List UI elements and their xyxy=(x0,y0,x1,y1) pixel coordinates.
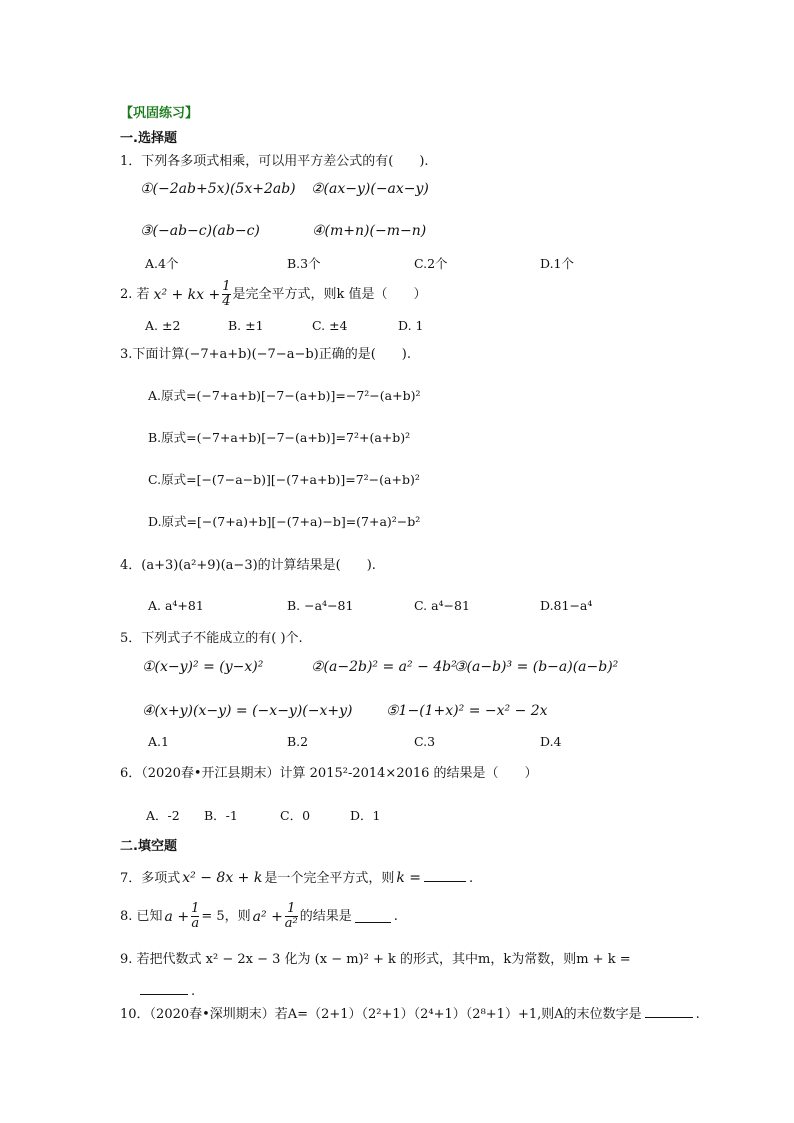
question-4-option-b: B. −a⁴−81 xyxy=(287,598,354,613)
question-8-prefix: 8. 已知 xyxy=(120,909,163,924)
question-1-stem: 1．下列各多项式相乘，可以用平方差公式的有( ). xyxy=(120,154,429,169)
question-10-stem: 10．（2020春•深圳期末）若A=（2+1）（2²+1）（2⁴+1）（2⁸+1）+1,则A的末位数字是 xyxy=(120,1007,642,1022)
question-2-fraction-denominator: 4 xyxy=(222,294,231,309)
question-5-stem: 5．下列式子不能成立的有( )个. xyxy=(120,631,303,646)
question-7-text: 是一个完全平方式，则 xyxy=(264,871,395,886)
question-5-option-c: C.3 xyxy=(414,734,436,749)
question-7-answer-label: k = xyxy=(396,870,422,886)
question-2-option-b: B. ±1 xyxy=(228,318,264,333)
question-8-fraction-2-denominator: a² xyxy=(284,916,298,931)
question-1-expr-3: ③(−ab−c)(ab−c) xyxy=(140,223,260,239)
question-9-answer-blank[interactable] xyxy=(140,983,188,995)
question-8 xyxy=(120,902,398,931)
question-2-fraction-numerator: 1 xyxy=(222,279,231,294)
section-fill-in: 二.填空题 xyxy=(120,839,177,854)
question-5-expr-2: ②(a−2b)² = a² − 4b² xyxy=(311,659,457,675)
question-5-expr-1: ①(x−y)² = (y−x)² xyxy=(142,659,264,675)
question-1-expr-2: ②(ax−y)(−ax−y) xyxy=(311,181,429,197)
question-6-option-c: C．0 xyxy=(280,808,311,823)
exercise-heading: 【巩固练习】 xyxy=(120,106,199,121)
question-1-expr-4: ④(m+n)(−m−n) xyxy=(312,223,427,239)
question-5-option-d: D.4 xyxy=(540,734,562,749)
question-4-stem: 4．(a+3)(a²+9)(a−3)的计算结果是( ). xyxy=(120,558,376,573)
question-8-end: . xyxy=(393,909,398,924)
question-7-answer-blank[interactable] xyxy=(424,870,466,882)
question-2-expression: x² + kx + xyxy=(153,286,221,303)
question-2-fraction xyxy=(222,280,230,309)
question-3-option-c: C.原式=[−(7−a−b)][−(7+a+b)]=7²−(a+b)² xyxy=(148,472,420,487)
question-4-option-d: D.81−a⁴ xyxy=(540,598,593,613)
question-1-option-b: B.3个 xyxy=(287,256,321,271)
question-2-suffix: 是完全平方式，则k 值是（ ） xyxy=(232,287,427,302)
question-9-end: . xyxy=(191,984,196,999)
question-2-option-c: C. ±4 xyxy=(312,318,348,333)
question-8-expr-2: a² + xyxy=(252,908,283,925)
question-2-stem xyxy=(120,280,427,309)
question-1-expr-1: ①(−2ab+5x)(5x+2ab) xyxy=(140,181,296,197)
question-7-end: . xyxy=(469,871,474,886)
question-2-prefix: 2. 若 xyxy=(120,287,150,302)
question-8-fraction-1-numerator: 1 xyxy=(191,901,200,916)
question-10 xyxy=(120,1006,700,1021)
section-multiple-choice: 一.选择题 xyxy=(120,131,177,146)
question-1-option-a: A.4个 xyxy=(145,256,179,271)
question-5-expr-3: ③(a−b)³ = (b−a)(a−b)² xyxy=(454,659,619,675)
question-5-option-a: A.1 xyxy=(148,734,169,749)
question-1-option-d: D.1个 xyxy=(540,256,575,271)
question-3-option-a: A.原式=(−7+a+b)[−7−(a+b)]=−7²−(a+b)² xyxy=(148,388,421,403)
question-8-fraction-2 xyxy=(285,902,298,931)
question-5-expr-5: ⑤1−(1+x)² = −x² − 2x xyxy=(386,703,548,719)
question-8-fraction-1 xyxy=(191,902,199,931)
question-3-stem: 3.下面计算(−7+a+b)(−7−a−b)正确的是( ). xyxy=(120,347,412,362)
question-2-option-d: D. 1 xyxy=(398,318,424,333)
question-3-option-d: D.原式=[−(7+a)+b][−(7+a)−b]=(7+a)²−b² xyxy=(148,514,421,529)
question-4-option-c: C. a⁴−81 xyxy=(414,598,470,613)
question-7 xyxy=(120,870,473,885)
question-3-option-b: B.原式=(−7+a+b)[−7−(a+b)]=7²+(a+b)² xyxy=(148,430,411,445)
question-4-option-a: A. a⁴+81 xyxy=(148,598,204,613)
question-8-fraction-2-numerator: 1 xyxy=(287,901,296,916)
question-2-option-a: A. ±2 xyxy=(145,318,181,333)
question-6-option-b: B．-1 xyxy=(204,808,238,823)
question-1-option-c: C.2个 xyxy=(414,256,448,271)
question-8-fraction-1-denominator: a xyxy=(191,916,200,931)
question-6-stem: 6．（2020春•开江县期末）计算 2015²-2014×2016 的结果是（ ） xyxy=(120,766,538,781)
question-10-answer-blank[interactable] xyxy=(645,1006,693,1018)
question-5-expr-4: ④(x+y)(x−y) = (−x−y)(−x+y) xyxy=(142,703,353,719)
question-5-option-b: B.2 xyxy=(287,734,309,749)
question-8-answer-blank[interactable] xyxy=(355,911,391,923)
question-7-expression: x² − 8x + k xyxy=(182,870,263,886)
question-8-expr-1: a + xyxy=(164,908,190,925)
question-7-prefix: 7．多项式 xyxy=(120,871,181,886)
question-6-option-a: A．-2 xyxy=(146,808,180,823)
question-10-end: . xyxy=(695,1007,700,1022)
question-8-text: 的结果是 xyxy=(299,909,352,924)
question-9-answer-line xyxy=(140,983,195,998)
question-6-option-d: D．1 xyxy=(350,808,381,823)
question-8-eq: = 5，则 xyxy=(201,909,251,924)
question-9-stem: 9. 若把代数式 x² − 2x − 3 化为 (x − m)² + k 的形式，其中m，k为常数，则m + k = xyxy=(120,952,631,967)
